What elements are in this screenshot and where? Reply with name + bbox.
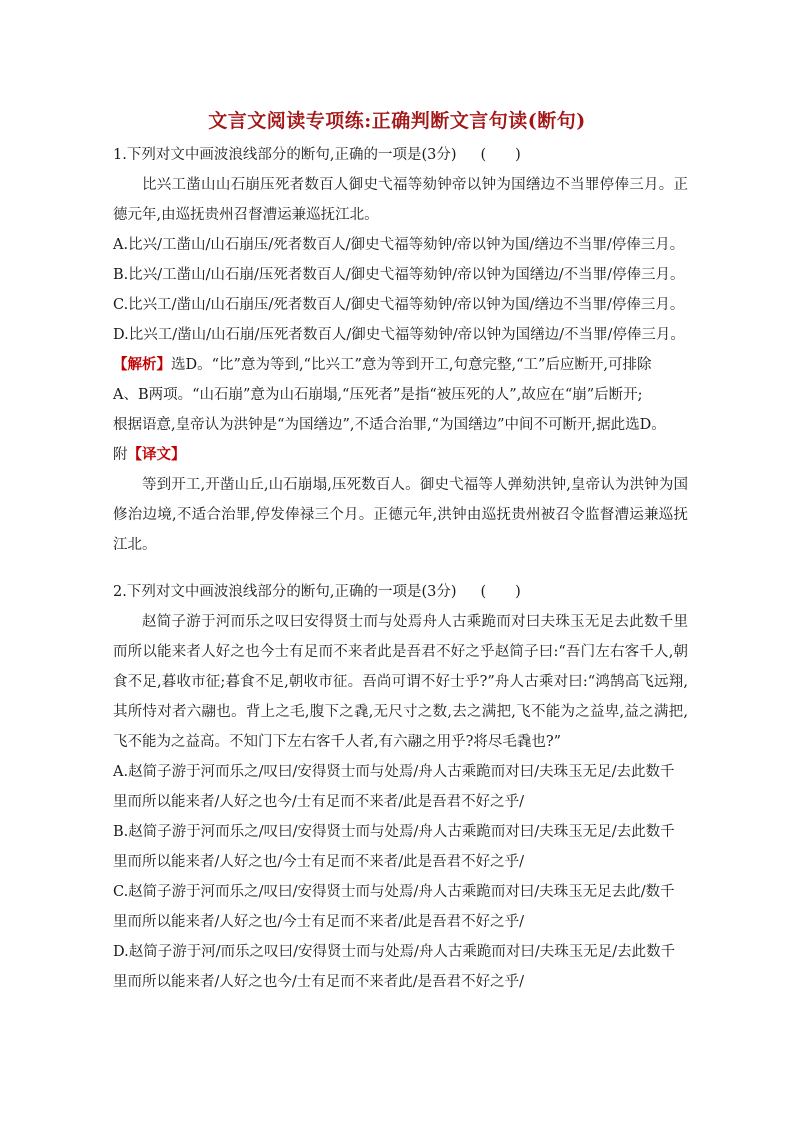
question-2 (113, 577, 688, 997)
question-1-translation-heading (113, 440, 688, 470)
question-1-option-c: C.比兴工/凿山/山石崩压/死者数百人/御史弋福等劾钟/帝以钟为国/缮边不当罪/停俸三月。 (113, 297, 685, 313)
appendix-prefix: 附 (113, 447, 128, 463)
question-1-analysis-line-1 (113, 350, 688, 380)
question-2-answer-blank: ( ) (480, 584, 521, 600)
question-1-stem (113, 140, 688, 170)
question-2-passage: 赵简子游于河而乐之叹曰安得贤士而与处焉舟人古乘跪而对曰夫珠玉无足去此数千里而所以能来者人好之也今士有足而不来者此是吾君不好之乎赵简子曰:“吾门左右客千人,朝食不足,暮收市征;暮食不足,朝收市征。吾尚可谓不好士乎?”舟人古乘对曰:“鸿鹄高飞远翔,其所恃对者六翮也。背上之毛,腹下之毳,无尺寸之数,去之满把,飞不能为之益卑,益之满把,飞不能为之益高。不知门下左右客千人者,有六翮之用乎?将尽毛毳也?” (113, 614, 688, 750)
question-2-option-a: A.赵简子游于河而乐之/叹曰/安得贤士而与处焉/舟人古乘跪而对曰/夫珠玉无足/去此数千里而所以能来者/人好之也今/士有足而不来者/此是吾君不好之乎/ (113, 764, 675, 810)
translation-label: 【译文】 (127, 446, 186, 463)
question-2-option-b: B.赵简子游于河而乐之/叹曰/安得贤士而与处焉/舟人古乘跪而对曰/夫珠玉无足/去此数千里而所以能来者/人好之也/今士有足而不来者/此是吾君不好之乎/ (113, 824, 675, 870)
question-1-stem-text: 1.下列对文中画波浪线部分的断句,正确的一项是(3分) (113, 147, 457, 163)
question-2-option-c: C.赵简子游于河而乐之/叹曰/安得贤士而与处焉/舟人古乘跪而对曰/夫珠玉无足去此/数千里而所以能来者/人好之也/今士有足而不来者/此是吾君不好之乎/ (113, 884, 675, 930)
page-title: 文言文阅读专项练:正确判断文言句读(断句) (208, 110, 586, 132)
question-1-option-a: A.比兴/工凿山/山石崩压/死者数百人/御史弋福等劾钟/帝以钟为国/缮边不当罪/停俸三月。 (113, 237, 685, 253)
question-1-passage: 比兴工凿山山石崩压死者数百人御史弋福等劾钟帝以钟为国缮边不当罪停俸三月。正德元年,由巡抚贵州召督漕运兼巡抚江北。 (113, 177, 688, 223)
question-1-option-d: D.比兴工/凿山/山石崩/压死者数百人/御史弋福等劾钟/帝以钟为国缮边/不当罪/停俸三月。 (113, 327, 685, 343)
question-2-stem (113, 577, 688, 607)
question-1-answer-blank: ( ) (480, 147, 521, 163)
question-2-option-d: D.赵简子游于河/而乐之叹曰/安得贤士而与处焉/舟人古乘跪而对曰/夫珠玉无足/去此数千里而所以能来者/人好之也今/士有足而不来者此/是吾君不好之乎/ (113, 944, 676, 990)
question-1-translation: 等到开工,开凿山丘,山石崩塌,压死数百人。御史弋福等人弹劾洪钟,皇帝认为洪钟为国修治边境,不适合治罪,停发俸禄三个月。正德元年,洪钟由巡抚贵州被召令监督漕运兼巡抚江北。 (113, 477, 688, 553)
question-1-analysis-line-2: A、B两项。“山石崩”意为山石崩塌,“压死者”是指“被压死的人”,故应在“崩”后断开; (113, 387, 643, 403)
analysis-text-1: 选D。“比”意为等到,“比兴工”意为等到开工,句意完整,“工”后应断开,可排除 (171, 357, 652, 373)
question-1-analysis-line-3: 根据语意,皇帝认为洪钟是“为国缮边”,不适合治罪,“为国缮边”中间不可断开,据此选D。 (113, 417, 666, 433)
question-2-stem-text: 2.下列对文中画波浪线部分的断句,正确的一项是(3分) (113, 584, 457, 600)
question-1 (113, 140, 688, 560)
question-1-option-b: B.比兴/工凿山/山石崩/压死者数百人/御史弋福等劾钟/帝以钟为国缮边/不当罪/停俸三月。 (113, 267, 685, 283)
analysis-label: 【解析】 (113, 356, 171, 373)
